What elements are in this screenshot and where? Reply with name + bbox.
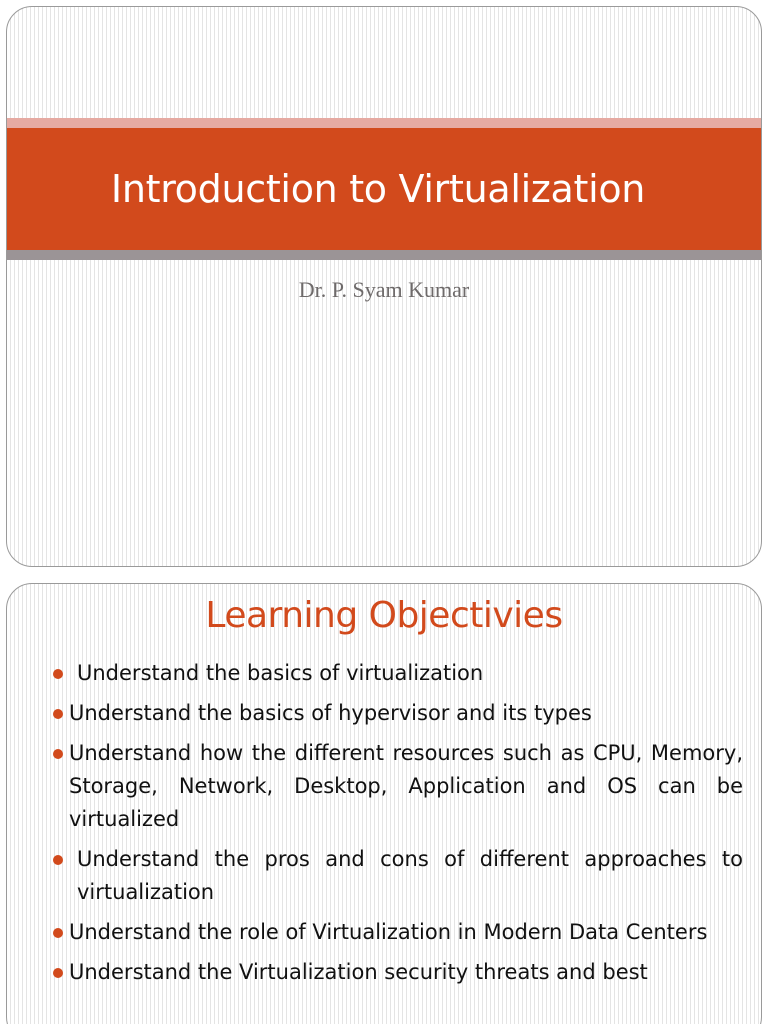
objectives-heading: Learning Objectivies: [205, 595, 563, 636]
bullet-icon: [53, 928, 63, 938]
bullet-icon: [53, 968, 63, 978]
title-band-bottom: [7, 250, 761, 260]
author-name: Dr. P. Syam Kumar: [298, 277, 470, 302]
objective-item: [53, 697, 743, 730]
objective-text: Understand the Virtualization security threats and best: [69, 960, 648, 984]
objectives-slide: [6, 583, 762, 1024]
bullet-icon: [53, 749, 63, 759]
slide-title: Introduction to Virtualization: [110, 167, 646, 211]
objective-text: Understand the role of Virtualization in Modern Data Centers: [69, 920, 708, 944]
objective-item: [53, 657, 743, 690]
bullet-icon: [53, 669, 63, 679]
objective-text: Understand the pros and cons of different approaches to virtualization: [77, 847, 743, 904]
title-band-top: [7, 118, 761, 128]
objective-text: Understand how the different resources such as CPU, Memory, Storage, Network, Desktop, Application and OS can be virtualized: [69, 741, 743, 831]
objective-item: [53, 956, 743, 989]
objective-item: [53, 843, 743, 909]
objective-text: Understand the basics of hypervisor and its types: [69, 701, 592, 725]
objective-item: [53, 737, 743, 836]
bullet-icon: [53, 855, 63, 865]
objective-item: [53, 916, 743, 949]
title-slide: [6, 6, 762, 567]
objective-text: Understand the basics of virtualization: [77, 661, 484, 685]
objectives-list: [53, 657, 743, 996]
bullet-icon: [53, 709, 63, 719]
